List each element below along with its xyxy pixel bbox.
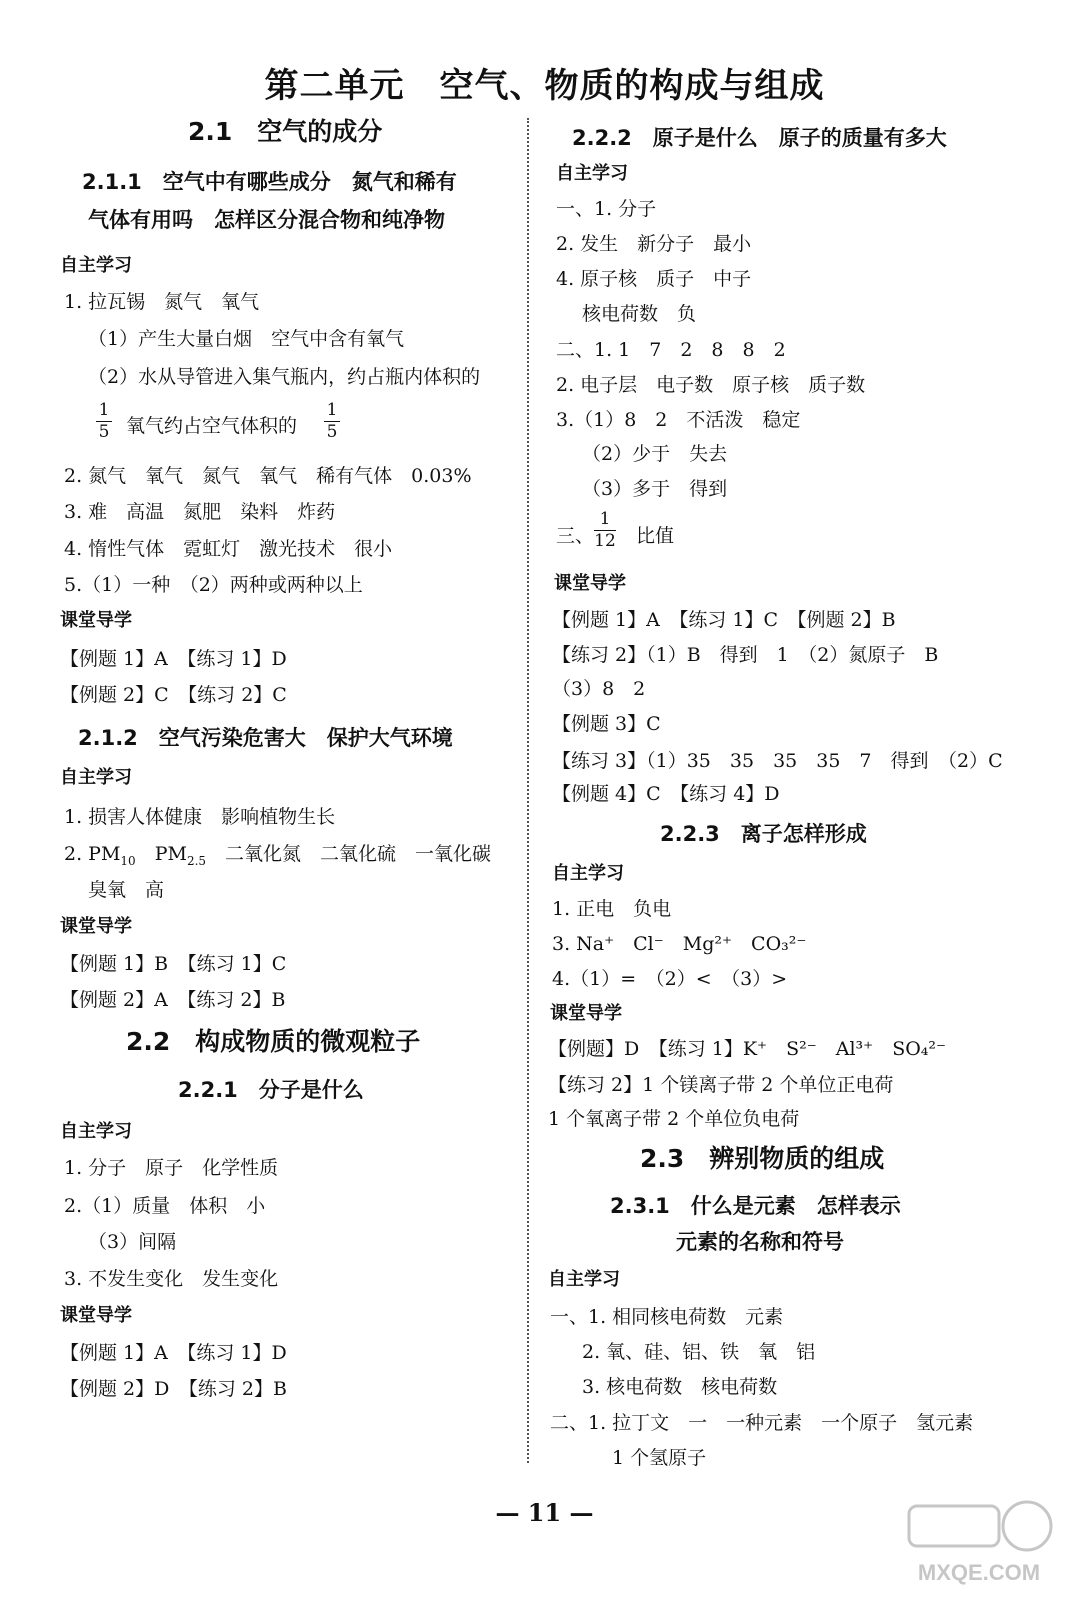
answer-line: 【例题 4】C 【练习 4】D	[552, 783, 780, 805]
fraction-denominator: 5	[326, 422, 338, 442]
unit-title: 第二单元 空气、物质的构成与组成	[264, 66, 825, 106]
answer-line: 核电荷数 负	[582, 303, 697, 325]
answer-line: 二、1. 1 7 2 8 8 2	[556, 339, 786, 361]
section-heading: 2.3 辨别物质的组成	[640, 1144, 885, 1173]
answer-line: 1. 拉瓦锡 氮气 氧气	[64, 291, 260, 313]
answer-line: 【例题 3】C	[552, 713, 661, 735]
guide-label: 课堂导学	[60, 1305, 132, 1326]
answer-line: 3. 不发生变化 发生变化	[64, 1268, 279, 1290]
answer-line: （2）水从导管进入集气瓶内，约占瓶内体积的	[88, 366, 481, 388]
answer-line: 【例题 2】A 【练习 2】B	[60, 989, 286, 1011]
answer-line: 【例题 1】A 【练习 1】D	[60, 1342, 287, 1364]
answer-line: 3. 难 高温 氮肥 染料 炸药	[64, 501, 336, 523]
answer-line: 1 个氢原子	[612, 1447, 707, 1469]
fraction-numerator: 1	[599, 509, 611, 529]
subsection-heading: 元素的名称和符号	[676, 1230, 844, 1254]
answer-line: 2. 电子层 电子数 原子核 质子数	[556, 374, 866, 396]
answer-line: 【例题 2】C 【练习 2】C	[60, 684, 287, 706]
answer-text: 二氧化氮 二氧化硫 一氧化碳	[206, 843, 492, 865]
answer-line: 2.（1）质量 体积 小	[64, 1195, 266, 1217]
study-label: 自主学习	[552, 863, 624, 884]
answer-line: 【例题 1】A 【练习 1】D	[60, 648, 287, 670]
fraction	[96, 401, 112, 442]
answer-line: 【练习 2】（1）B 得到 1 （2）氮原子 B	[552, 644, 939, 666]
fraction-denominator: 12	[594, 531, 616, 551]
answer-line: 二、1. 拉丁文 一 一种元素 一个原子 氢元素	[550, 1412, 974, 1434]
section-heading: 2.2 构成物质的微观粒子	[126, 1027, 421, 1056]
answer-line: （3）8 2	[552, 678, 646, 700]
watermark-logo	[899, 1492, 1059, 1592]
subsection-heading: 气体有用吗 怎样区分混合物和纯净物	[88, 208, 445, 232]
answer-line: 比值	[636, 525, 675, 547]
section-heading: 2.1 空气的成分	[188, 117, 383, 146]
study-label: 自主学习	[548, 1269, 620, 1290]
answer-line: 【例题 1】B 【练习 1】C	[60, 953, 287, 975]
study-label: 自主学习	[60, 767, 132, 788]
answer-line: 1. 正电 负电	[552, 898, 672, 920]
pm-subscript: 2.5	[186, 853, 207, 868]
fraction-numerator: 1	[326, 400, 338, 420]
answer-line: 5.（1）一种 （2）两种或两种以上	[64, 574, 363, 596]
answer-line: 三、	[556, 525, 595, 547]
answer-line: 氧气约占空气体积的	[126, 415, 298, 437]
guide-label: 课堂导学	[554, 573, 626, 594]
page-number: — 11 —	[495, 1498, 594, 1527]
study-label: 自主学习	[60, 1121, 132, 1142]
pm-text: PM	[135, 843, 187, 865]
guide-label: 课堂导学	[60, 916, 132, 937]
answer-line: （2）少于 失去	[582, 443, 728, 465]
answer-line: 3. 核电荷数 核电荷数	[582, 1376, 778, 1398]
answer-line: （3）间隔	[88, 1231, 177, 1253]
answer-line: 2. 发生 新分子 最小	[556, 233, 752, 255]
study-label: 自主学习	[60, 255, 132, 276]
subsection-heading: 2.2.1 分子是什么	[178, 1078, 364, 1102]
answer-line: 4.（1）= （2）< （3）>	[552, 968, 788, 990]
fraction-numerator: 1	[98, 400, 110, 420]
answer-line: 【练习 2】1 个镁离子带 2 个单位正电荷	[548, 1074, 894, 1096]
fraction-denominator: 5	[98, 422, 110, 442]
answer-line: 2. 氧、硅、铝、铁 氧 铝	[582, 1341, 816, 1363]
answer-line: 3. Na⁺ Cl⁻ Mg²⁺ CO₃²⁻	[552, 933, 807, 955]
answer-line: 1. 分子 原子 化学性质	[64, 1157, 279, 1179]
fraction	[324, 401, 340, 442]
guide-label: 课堂导学	[60, 610, 132, 631]
answer-line	[64, 842, 491, 873]
guide-label: 课堂导学	[550, 1003, 622, 1024]
answer-line: （1）产生大量白烟 空气中含有氧气	[88, 328, 405, 350]
pm-text: 2. PM	[64, 843, 121, 865]
answer-line: （3）多于 得到	[582, 478, 728, 500]
answer-line: 一、1. 分子	[556, 198, 657, 220]
answer-line: 一、1. 相同核电荷数 元素	[550, 1306, 784, 1328]
column-divider	[527, 118, 529, 1463]
watermark-text: MXQE.COM	[917, 1560, 1041, 1585]
answer-line: 【练习 3】（1）35 35 35 35 7 得到 （2）C	[552, 750, 1003, 772]
pm-subscript: 10	[120, 853, 136, 868]
fraction	[594, 510, 616, 551]
answer-line: 1 个氧离子带 2 个单位负电荷	[548, 1108, 800, 1130]
answer-line: 2. 氮气 氧气 氮气 氧气 稀有气体 0.03%	[64, 465, 472, 487]
answer-line: 1. 损害人体健康 影响植物生长	[64, 806, 336, 828]
subsection-heading: 2.2.3 离子怎样形成	[660, 822, 867, 846]
answer-line: 【例题】D 【练习 1】K⁺ S²⁻ Al³⁺ SO₄²⁻	[548, 1038, 947, 1060]
answer-line: 4. 原子核 质子 中子	[556, 268, 752, 290]
subsection-heading: 2.2.2 原子是什么 原子的质量有多大	[572, 126, 947, 150]
answer-line: 【例题 2】D 【练习 2】B	[60, 1378, 287, 1400]
answer-line: 【例题 1】A 【练习 1】C 【例题 2】B	[552, 609, 896, 631]
subsection-heading: 2.3.1 什么是元素 怎样表示	[610, 1194, 901, 1218]
answer-line: 4. 惰性气体 霓虹灯 激光技术 很小	[64, 538, 393, 560]
study-label: 自主学习	[556, 163, 628, 184]
subsection-heading: 2.1.1 空气中有哪些成分 氮气和稀有	[82, 170, 457, 194]
answer-line: 3.（1）8 2 不活泼 稳定	[556, 409, 801, 431]
answer-line: 臭氧 高	[88, 879, 165, 901]
subsection-heading: 2.1.2 空气污染危害大 保护大气环境	[78, 726, 453, 750]
